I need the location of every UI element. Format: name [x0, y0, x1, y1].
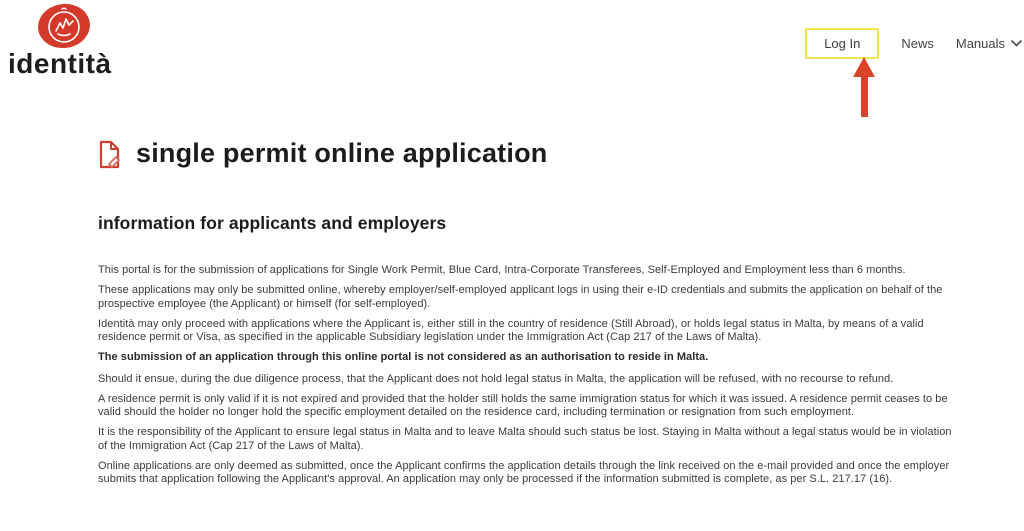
paragraph-permit-validity: A residence permit is only valid if it is not expired and provided that the holder still holds the same immigration status for which it was issued. A residence permit ceases to be valid should the holder no longer hold the specific employment detailed on the residence card, including termination or resignation from such employment.	[98, 392, 948, 418]
document-edit-icon	[98, 140, 122, 169]
info-paragraphs	[98, 264, 956, 487]
header	[0, 0, 1024, 120]
section-subtitle: information for applicants and employers	[98, 213, 447, 233]
nav-item-news[interactable]: News	[901, 36, 934, 51]
paragraph-not-authorisation: The submission of an application through this online portal is not considered as an authorisation to reside in Malta.	[98, 351, 709, 363]
identita-logo[interactable]	[8, 3, 118, 78]
main-content	[98, 138, 956, 493]
chevron-down-icon	[1011, 40, 1022, 47]
paragraph-portal-purpose: This portal is for the submission of applications for Single Work Permit, Blue Card, Intra-Corporate Transferees, Self-Employed and Employment less than 6 months.	[98, 264, 906, 276]
paragraph-applicant-responsibility: It is the responsibility of the Applicant to ensure legal status in Malta and to leave Malta should such status be lost. Staying in Malta without a legal status would be in violation of the Immigration Act (Cap 217 of the Laws of Malta).	[98, 426, 952, 452]
login-button[interactable]: Log In	[805, 28, 879, 59]
paragraph-deemed-submitted: Online applications are only deemed as submitted, once the Applicant confirms the application details through the link received on the e-mail provided and once the employer submits that application following the Applicant's approval. An application may only be processed if the information submitted is complete, as per S.L. 217.17 (16).	[98, 459, 950, 485]
top-nav	[805, 28, 1022, 59]
nav-manuals-label: Manuals	[955, 36, 1005, 51]
page-title: single permit online application	[136, 138, 548, 168]
paragraph-legal-status: Identità may only proceed with applications where the Applicant is, either still in the country of residence (Still Abroad), or holds legal status in Malta, by means of a valid residence permit or Visa, as specified in the applicable Subsidiary legislation under the Immigration Act (Cap 217 of the Laws of Malta).	[98, 317, 924, 343]
identita-seal-icon	[36, 3, 92, 49]
identita-wordmark: identità	[8, 48, 112, 79]
paragraph-refusal-no-refund: Should it ensue, during the due diligence process, that the Applicant does not hold legal status in Malta, the application will be refused, with no recourse to refund.	[98, 372, 894, 385]
nav-item-manuals[interactable]	[956, 36, 1022, 51]
paragraph-online-submission: These applications may only be submitted online, whereby employer/self-employed applicant logs in using their e-ID credentials and submits the application on behalf of the prospective employee (the Applicant) or himself (for self-employed).	[98, 284, 943, 310]
page-title-row	[98, 138, 956, 169]
